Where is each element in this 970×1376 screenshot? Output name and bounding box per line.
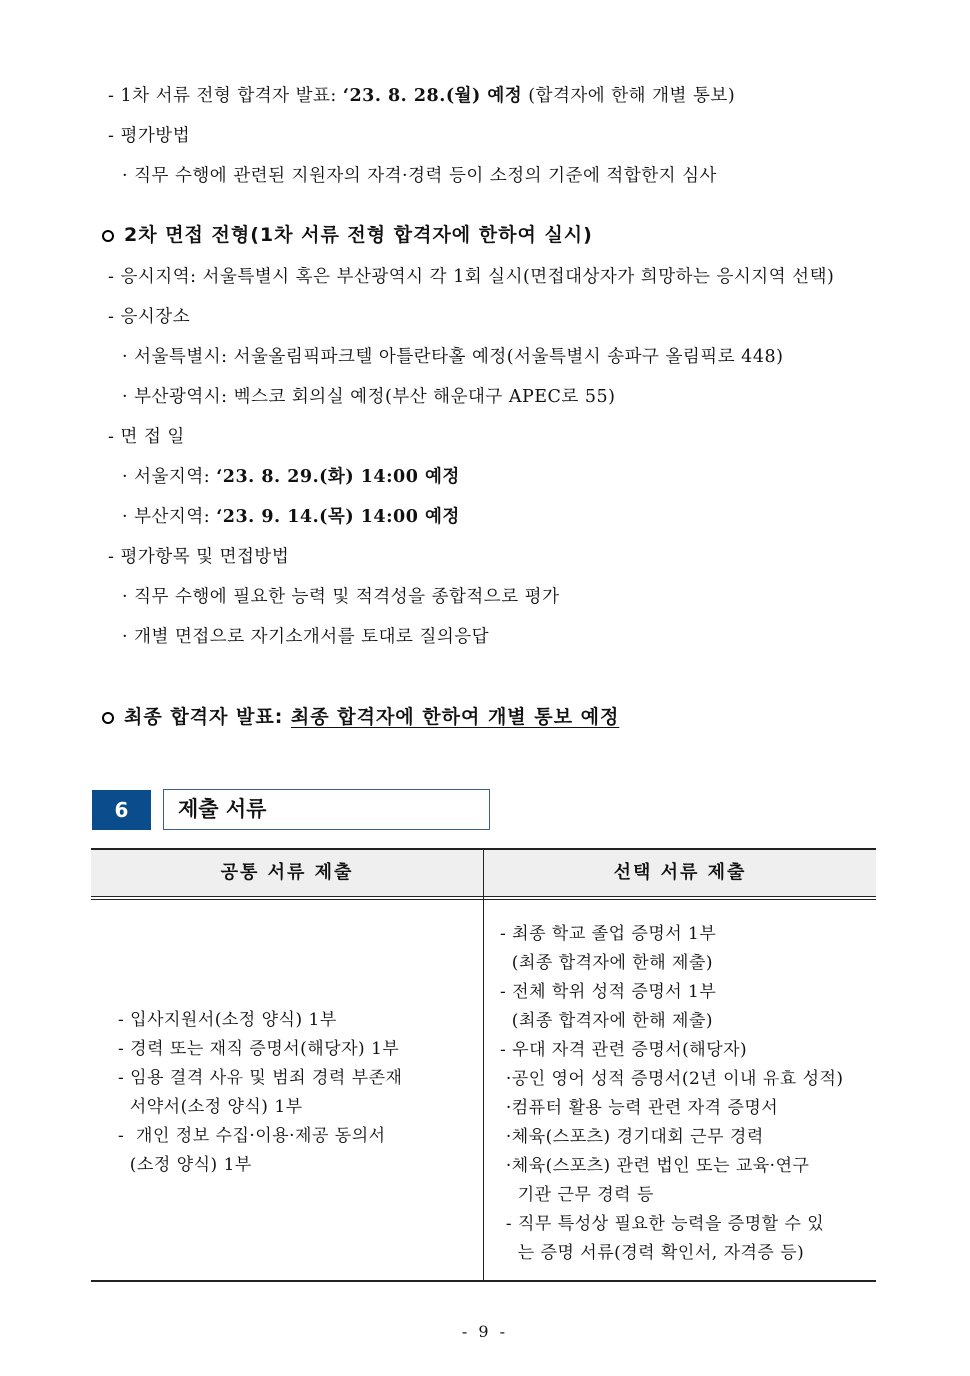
page-number: - 9 - (461, 1322, 509, 1341)
interview-heading (102, 220, 593, 247)
final-text: 최종 합격자에 한하여 개별 통보 예정 (290, 706, 620, 728)
table-cell-line: - 개인 정보 수집·이용·제공 동의서 (118, 1126, 386, 1146)
busan-label: · 부산지역: (122, 507, 217, 527)
table-cell-line: - 최종 학교 졸업 증명서 1부 (500, 924, 717, 944)
interview-eval-1: · 직무 수행에 필요한 능력 및 적격성을 종합적으로 평가 (122, 587, 560, 607)
interview-venue-busan: · 부산광역시: 벡스코 회의실 예정(부산 해운대구 APEC로 55) (122, 387, 616, 407)
busan-date: ‘23. 9. 14.(목) 14:00 예정 (216, 507, 460, 527)
doc-line-eval-method: - 평가방법 (108, 126, 191, 146)
first-result-date: ‘23. 8. 28.(월) 예정 (342, 86, 523, 106)
table-cell-line: - 우대 자격 관련 증명서(해당자) (500, 1040, 748, 1060)
interview-heading-text: 2차 면접 전형(1차 서류 전형 합격자에 한하여 실시) (124, 224, 593, 246)
table-cell-line: ·체육(스포츠) 경기대회 근무 경력 (500, 1127, 764, 1147)
table-header-common: 공통 서류 제출 (220, 862, 354, 883)
table-cell-line: 기관 근무 경력 등 (500, 1185, 654, 1205)
seoul-label: · 서울지역: (122, 467, 217, 487)
interview-eval-label: - 평가항목 및 면접방법 (108, 547, 290, 567)
table-cell-line: ·공인 영어 성적 증명서(2년 이내 유효 성적) (500, 1069, 844, 1089)
interview-eval-2: · 개별 면접으로 자기소개서를 토대로 질의응답 (122, 627, 490, 647)
interview-date-label: - 면 접 일 (108, 427, 185, 447)
section-number: 6 (92, 790, 151, 830)
interview-venue-seoul: · 서울특별시: 서울올림픽파크텔 아틀란타홀 예정(서울특별시 송파구 올림픽로 448) (122, 347, 784, 367)
interview-date-busan (122, 503, 460, 528)
interview-date-seoul (122, 463, 460, 488)
first-result-label: - 1차 서류 전형 합격자 발표: (108, 86, 343, 106)
circle-bullet-icon (102, 230, 114, 242)
table-header-optional: 선택 서류 제출 (613, 862, 747, 883)
interview-venue-label: - 응시장소 (108, 307, 191, 327)
table-cell-line: - 직무 특성상 필요한 능력을 증명할 수 있 (500, 1214, 825, 1234)
table-cell-line: (최종 합격자에 한해 제출) (500, 1011, 714, 1031)
section-title: 제출 서류 (163, 789, 490, 830)
table-column-divider (483, 850, 484, 1280)
final-label: 최종 합격자 발표: (124, 706, 291, 728)
interview-region: - 응시지역: 서울특별시 혹은 부산광역시 각 1회 실시(면접대상자가 희망하는 응시지역 선택) (108, 267, 835, 287)
table-cell-line: (최종 합격자에 한해 제출) (500, 953, 714, 973)
doc-line-first-result (108, 82, 735, 107)
doc-line-eval-detail: · 직무 수행에 관련된 지원자의 자격·경력 등이 소정의 기준에 적합한지 심사 (122, 166, 717, 186)
table-cell-line: ·체육(스포츠) 관련 법인 또는 교육·연구 (500, 1156, 810, 1176)
table-cell-line: (소정 양식) 1부 (118, 1155, 252, 1175)
table-cell-line: ·컴퓨터 활용 능력 관련 자격 증명서 (500, 1098, 779, 1118)
table-cell-line: 서약서(소정 양식) 1부 (118, 1097, 303, 1117)
table-cell-line: 는 증명 서류(경력 확인서, 자격증 등) (500, 1243, 805, 1263)
table-cell-line: - 입사지원서(소정 양식) 1부 (118, 1010, 337, 1030)
table-cell-line: - 전체 학위 성적 증명서 1부 (500, 982, 717, 1002)
table-cell-line: - 임용 결격 사유 및 범죄 경력 부존재 (118, 1068, 403, 1088)
table-bottom-border (91, 1280, 876, 1282)
table-cell-line: - 경력 또는 재직 증명서(해당자) 1부 (118, 1039, 400, 1059)
seoul-date: ‘23. 8. 29.(화) 14:00 예정 (216, 467, 460, 487)
circle-bullet-icon (102, 712, 114, 724)
final-announcement (102, 702, 619, 729)
first-result-note: (합격자에 한해 개별 통보) (522, 86, 736, 106)
